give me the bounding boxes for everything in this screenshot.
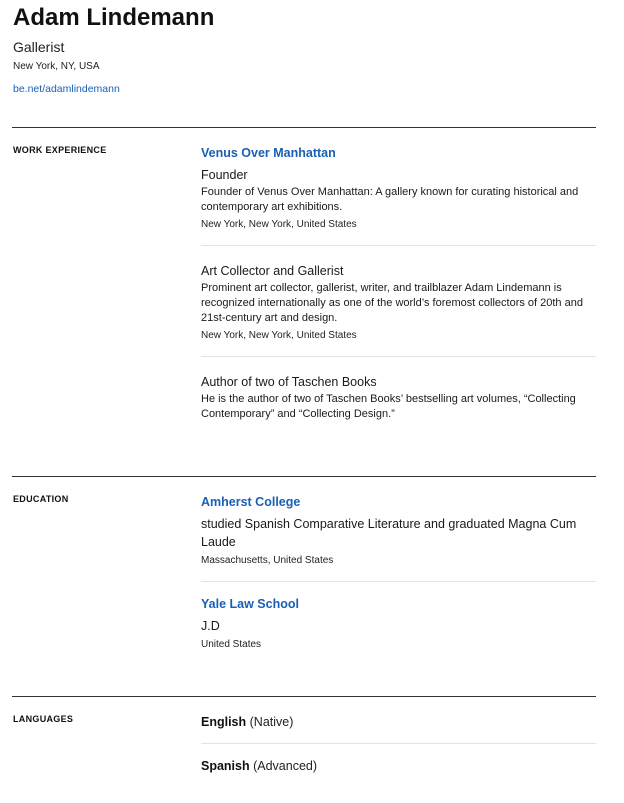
work-item (201, 145, 596, 246)
profile-link[interactable]: be.net/adamlindemann (13, 83, 120, 95)
work-role: Art Collector and Gallerist (201, 264, 344, 278)
profile-headline: Gallerist (13, 39, 65, 55)
work-description: Prominent art collector, gallerist, writer, and trailblazer Adam Lindemann is recognized internationally as one of the world’s foremost collectors of 20th and 21st-century art and design. (201, 282, 583, 324)
education-degree: studied Spanish Comparative Literature and graduated Magna Cum Laude (201, 517, 577, 549)
education-degree: J.D (201, 619, 220, 633)
work-description: He is the author of two of Taschen Books’ bestselling art volumes, “Collecting Contemporary” and “Collecting Design.” (201, 393, 576, 420)
language-level: (Advanced) (253, 759, 318, 773)
language-name: Spanish (201, 759, 250, 773)
profile-name: Adam Lindemann (13, 4, 215, 31)
language-level: (Native) (249, 715, 294, 729)
profile-header (13, 4, 596, 97)
work-role: Author of two of Taschen Books (201, 375, 377, 389)
work-experience-section (12, 127, 596, 468)
work-location: New York, New York, United States (201, 219, 357, 230)
work-description: Founder of Venus Over Manhattan: A gallery known for curating historical and contemporary art exhibitions. (201, 186, 579, 213)
education-location: Massachusetts, United States (201, 555, 334, 566)
section-label: LANGUAGES (13, 714, 74, 724)
school-link[interactable]: Yale Law School (201, 597, 299, 611)
education-section (12, 476, 596, 689)
work-org-link[interactable]: Venus Over Manhattan (201, 146, 336, 160)
languages-section (12, 696, 596, 803)
language-item (201, 714, 596, 744)
language-item (201, 744, 596, 774)
education-location: United States (201, 639, 262, 650)
work-location: New York, New York, United States (201, 330, 357, 341)
language-name: English (201, 715, 247, 729)
profile-location: New York, NY, USA (13, 61, 100, 72)
work-item (201, 357, 596, 422)
school-link[interactable]: Amherst College (201, 495, 301, 509)
education-item (201, 582, 596, 652)
section-label: EDUCATION (13, 494, 69, 504)
section-label: WORK EXPERIENCE (13, 145, 107, 155)
education-item (201, 494, 596, 582)
work-role: Founder (201, 168, 248, 182)
work-item (201, 246, 596, 357)
